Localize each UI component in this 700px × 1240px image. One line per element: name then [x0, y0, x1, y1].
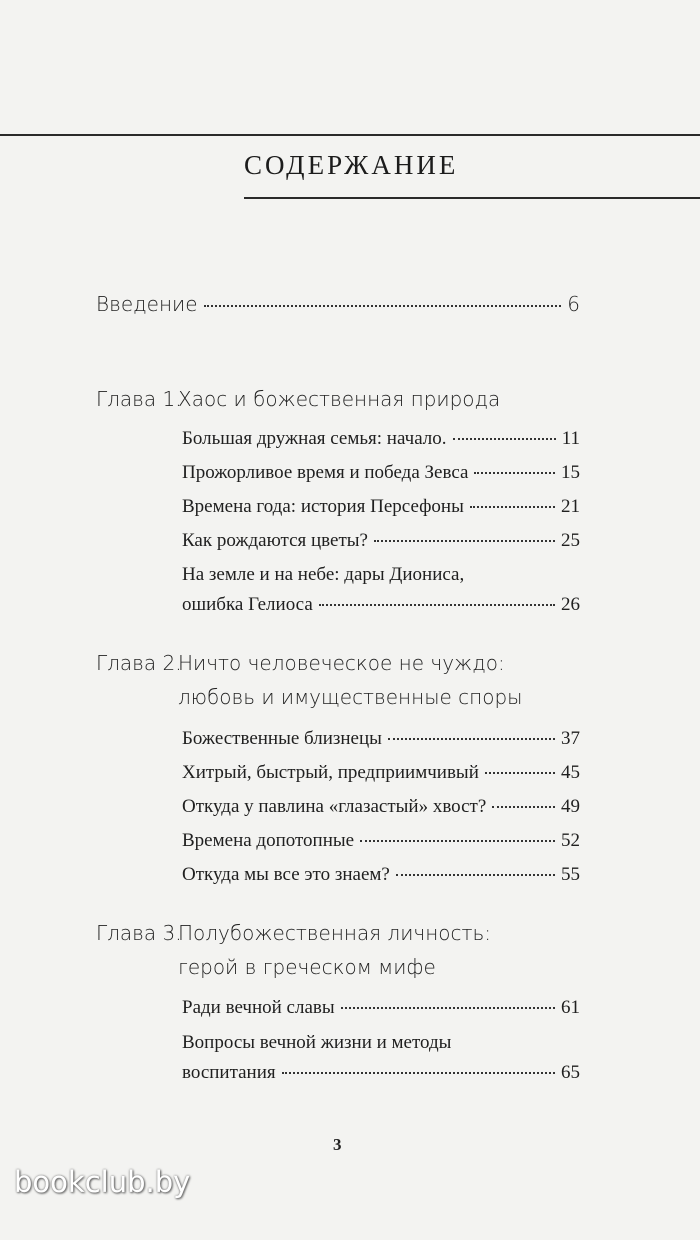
toc-entry	[182, 762, 580, 784]
toc-entry-label: Божественные близнецы	[182, 728, 382, 749]
toc-entry-label: Прожорливое время и победа Зевса	[182, 462, 469, 483]
toc-entry-label-line1: Вопросы вечной жизни и методы	[182, 1032, 452, 1053]
toc-entry-label-line1: На земле и на небе: дары Диониса,	[182, 564, 465, 585]
chapter-3-title-line2: герой в греческом мифе	[178, 955, 436, 979]
toc-entry	[182, 728, 580, 750]
toc-entry-label: Времена года: история Персефоны	[182, 496, 464, 517]
chapter-3-heading	[96, 921, 491, 945]
chapter-2-title-line2: любовь и имущественные споры	[178, 685, 523, 709]
toc-entry-page: 55	[561, 864, 580, 885]
toc-entry-page: 61	[561, 997, 580, 1018]
toc-entry-page: 49	[561, 796, 580, 817]
toc-entry	[182, 594, 580, 616]
chapter-2-number: Глава 2.	[96, 651, 182, 675]
dot-leader	[453, 437, 556, 440]
watermark: bookclub.by	[14, 1165, 191, 1199]
dot-leader	[485, 771, 555, 774]
chapter-1-heading	[96, 387, 500, 411]
chapter-3-title: Полубожественная личность:	[178, 921, 492, 945]
chapter-2-title: Ничто человеческое не чуждо:	[178, 651, 505, 675]
toc-entry	[182, 830, 580, 852]
toc-entry	[182, 530, 580, 552]
toc-entry-page: 11	[561, 428, 580, 449]
page-title: СОДЕРЖАНИЕ	[244, 150, 459, 180]
chapter-2-heading	[96, 651, 505, 675]
dot-leader	[360, 839, 555, 842]
toc-entry-label: Ради вечной славы	[182, 997, 335, 1018]
dot-leader	[282, 1071, 555, 1074]
toc-entry	[182, 496, 580, 518]
toc-intro	[96, 292, 580, 316]
toc-entry-label: воспитания	[182, 1062, 276, 1083]
toc-entry-page: 52	[561, 830, 580, 851]
toc-entry-page: 26	[561, 594, 580, 615]
toc-entry-label: Откуда у павлина «глазастый» хвост?	[182, 796, 487, 817]
chapter-1-number: Глава 1.	[96, 387, 182, 411]
dot-leader	[396, 873, 555, 876]
top-rule	[0, 134, 700, 136]
toc-entry	[182, 796, 580, 818]
toc-intro-label: Введение	[96, 292, 198, 316]
toc-entry-label: Времена допотопные	[182, 830, 355, 851]
toc-entry	[182, 462, 580, 484]
page-number: 3	[333, 1135, 342, 1154]
dot-leader	[204, 304, 562, 307]
toc-entry-label: ошибка Гелиоса	[182, 594, 313, 615]
toc-entry-label: Как рождаются цветы?	[182, 530, 368, 551]
toc-entry-page: 45	[561, 762, 580, 783]
toc-entry	[182, 428, 580, 450]
toc-entry	[182, 1062, 580, 1084]
dot-leader	[374, 539, 555, 542]
toc-entry-label: Откуда мы все это знаем?	[182, 864, 390, 885]
dot-leader	[470, 505, 555, 508]
toc-entry-label: Хитрый, быстрый, предприимчивый	[182, 762, 479, 783]
toc-entry-label: Большая дружная семья: начало.	[182, 428, 447, 449]
dot-leader	[319, 603, 555, 606]
dot-leader	[341, 1006, 555, 1009]
chapter-3-number: Глава 3.	[96, 921, 182, 945]
toc-entry-page: 21	[561, 496, 580, 517]
toc-entry	[182, 997, 580, 1019]
toc-intro-page: 6	[567, 292, 580, 316]
title-underline	[244, 197, 700, 199]
toc-entry-page: 25	[561, 530, 580, 551]
toc-entry	[182, 864, 580, 886]
toc-entry-page: 15	[561, 462, 580, 483]
dot-leader	[492, 805, 555, 808]
dot-leader	[388, 737, 555, 740]
toc-entry-page: 65	[561, 1062, 580, 1083]
chapter-1-title: Хаос и божественная природа	[178, 387, 501, 411]
toc-entry-page: 37	[561, 728, 580, 749]
dot-leader	[474, 471, 555, 474]
